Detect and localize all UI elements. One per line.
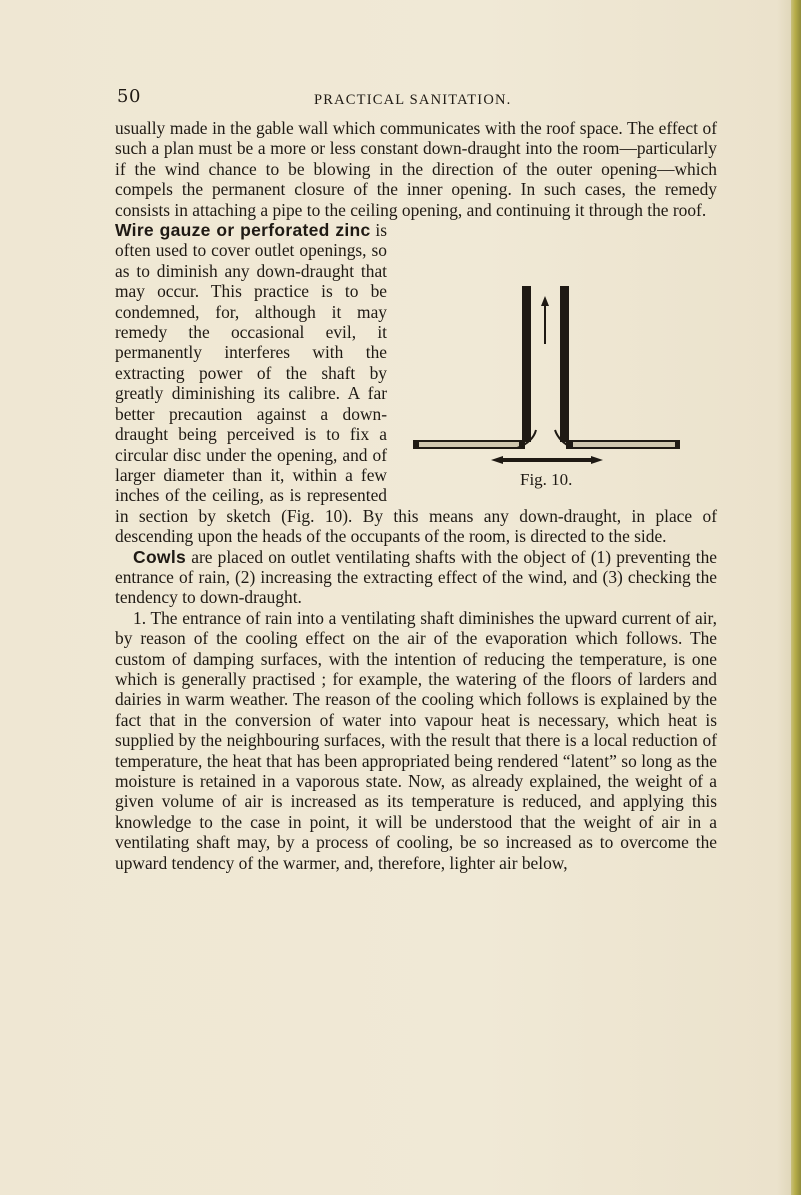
- paragraph-cowls: [115, 547, 717, 608]
- figure-10: [395, 282, 717, 494]
- heading-wire-gauze: Wire gauze or perforated zinc: [115, 220, 371, 241]
- paragraph-wire-gauze-text: is often used to cover outlet openings, so as to diminish any down-draught that may occur. This practice is to be condemned, for, although it may remedy the occasional evil, it permanently interferes with the extracting power of the shaft by greatly diminishing its calibre. A far better precaution against a down-draught being perceived is to fix a circular disc under the opening, and of larger diameter than it, within a few inches of the ceiling, as is represented in section by sketch (Fig. 10). By this means any down-draught, in place of descending upon the heads of the occupants of the room, is directed to the side.: [115, 220, 717, 547]
- paragraph-wire-gauze: [115, 220, 717, 547]
- running-head: [0, 86, 801, 110]
- ceiling-right-hatch: [573, 442, 675, 447]
- page-number: 50: [117, 86, 141, 107]
- shaft-wall-right: [560, 286, 569, 442]
- heading-cowls: Cowls: [133, 546, 187, 567]
- shaft-wall-left: [522, 286, 531, 442]
- running-title: PRACTICAL SANITATION.: [314, 92, 512, 108]
- disc-arrow-right-icon: [591, 456, 603, 464]
- circular-disc: [501, 458, 593, 462]
- ceiling-left-hatch: [419, 442, 519, 447]
- page-edge: [791, 0, 801, 1195]
- paragraph-rain-entrance: 1. The entrance of rain into a ventilating shaft diminishes the upward current of air, by reason of the cooling effect on the air of the evaporation which follows. The custom of damping surfaces, with the intention of reducing the temperature, is one which is generally practised ; for example, the watering of the floors of larders and dairies in warm weather. The reason of the cooling which follows is explained by the fact that in the conversion of water into vapour heat is necessary, which heat is supplied by the neighbouring surfaces, with the result that there is a local reduction of temperature, the heat that has been appropriated being rendered “latent” so long as the moisture is retained in a vaporous state. Now, as already explained, the weight of a given volume of air is increased as its temperature is reduced, and applying this knowledge to the case in point, it will be understood that the weight of air in a ventilating shaft may, by a process of cooling, be so increased as to overcome the upward tendency of the warmer, and, therefore, lighter air below,: [115, 607, 717, 873]
- ventilation-disc-diagram: [395, 282, 717, 494]
- paragraph-gable-wall: usually made in the gable wall which communicates with the roof space. The effect of such a plan must be a more or less constant down-draught into the room—particularly if the wind chance to be blowing in the direction of the outer opening—which compels the permanent closure of the inner opening. In such cases, the remedy consists in attaching a pipe to the ceiling opening, and continuing it through the roof.: [115, 118, 717, 220]
- figure-caption: Fig. 10.: [520, 470, 573, 490]
- paragraph-cowls-text: are placed on outlet ventilating shafts with the object of (1) preventing the entrance of rain, (2) increasing the extracting effect of the wind, and (3) checking the tendency to down-draught.: [115, 546, 717, 608]
- body-text: [115, 118, 717, 873]
- updraught-arrow-icon: [541, 296, 549, 306]
- disc-arrow-left-icon: [491, 456, 503, 464]
